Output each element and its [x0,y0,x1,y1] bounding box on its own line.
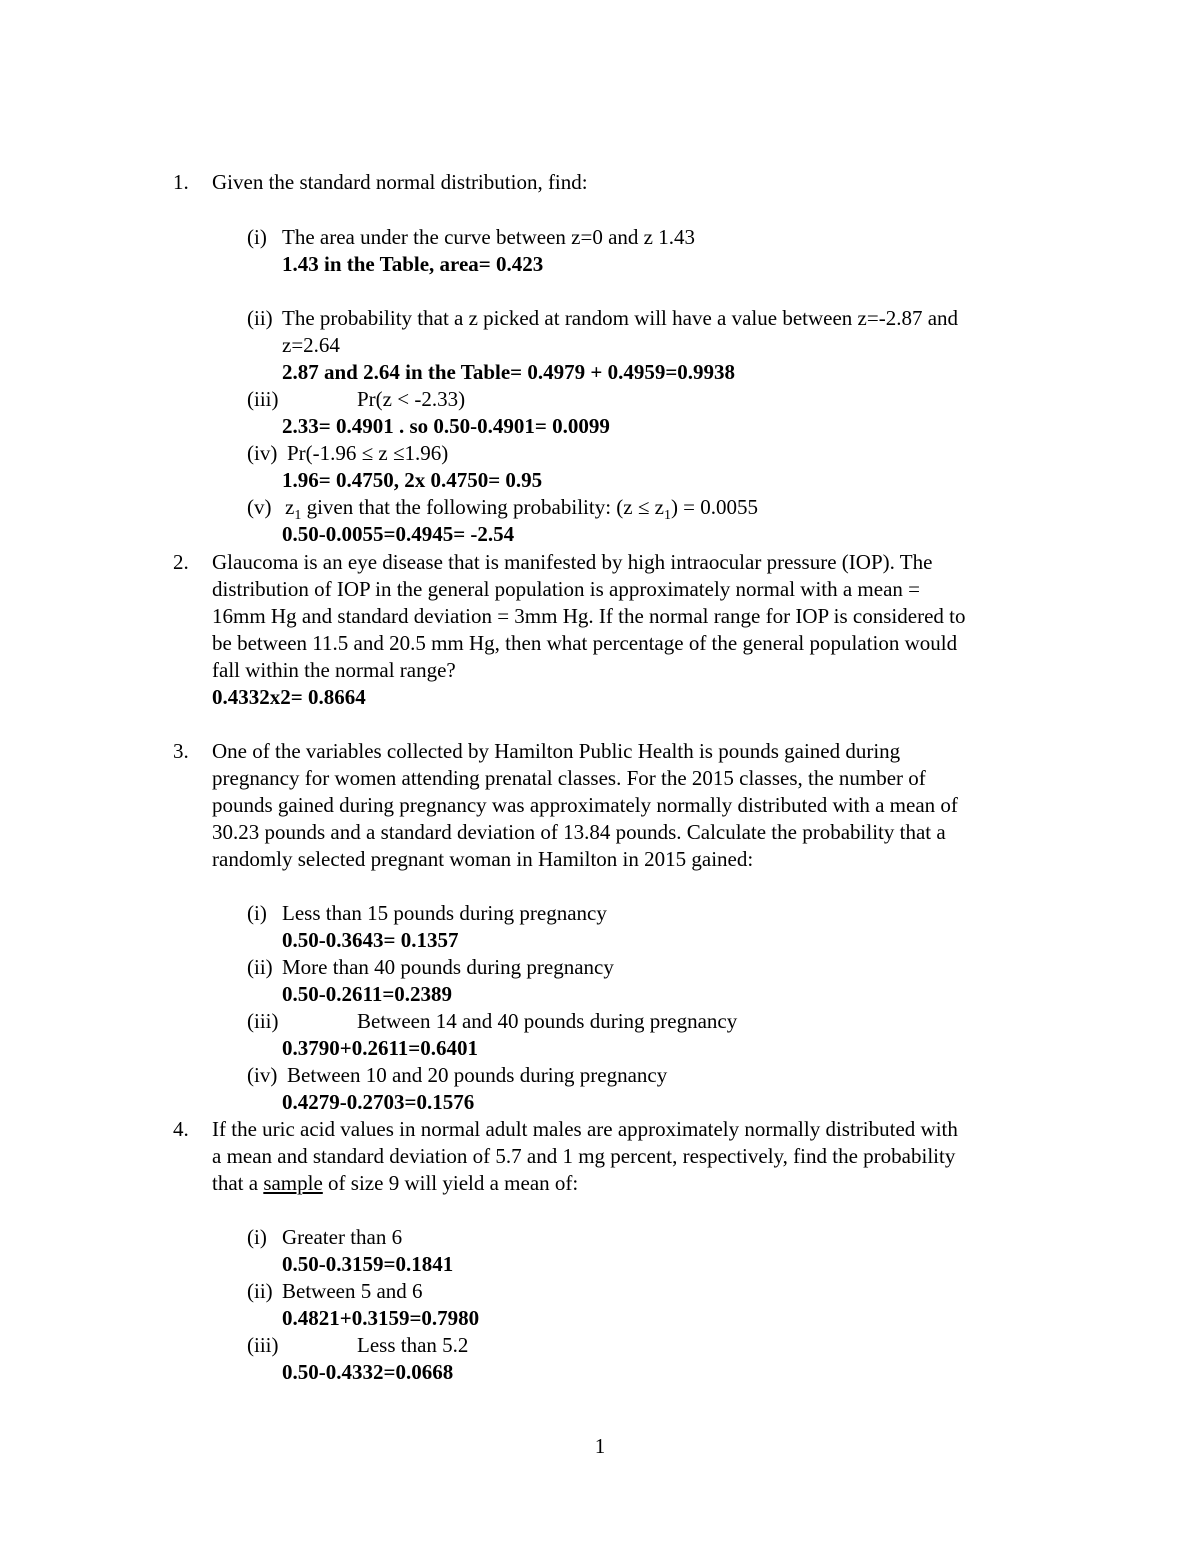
q4-part-i-text: Greater than 6 [282,1225,403,1249]
question-4-line: that a sample of size 9 will yield a mean of: [212,1171,579,1195]
underlined-word: sample [263,1171,323,1195]
q4-part-ii-answer: 0.4821+0.3159=0.7980 [282,1306,480,1330]
q1-part-iv-label: (iv) [247,441,278,465]
question-3-line: pregnancy for women attending prenatal classes. For the 2015 classes, the number of [212,766,926,790]
q1-part-iii-label: (iii) [247,387,279,411]
q4-part-i-label: (i) [247,1225,267,1249]
question-1-number: 1. [173,170,189,194]
q1-part-v-text: $z_1$ given that the following probability: $(z \le z_1) = 0.0055$ [285,495,759,524]
q1-part-i-label: (i) [247,225,267,249]
q1-part-v-label: (v) [247,495,272,519]
q3-part-iii-answer: 0.3790+0.2611=0.6401 [282,1036,479,1060]
q3-part-i-label: (i) [247,901,267,925]
q4-part-i-answer: 0.50-0.3159=0.1841 [282,1252,454,1276]
page-number: 1 [594,1434,606,1458]
q3-part-i-text: Less than 15 pounds during pregnancy [282,901,607,925]
question-3-line: 30.23 pounds and a standard deviation of 13.84 pounds. Calculate the probability that a [212,820,946,844]
q4-part-iii-answer: 0.50-0.4332=0.0668 [282,1360,454,1384]
q4-part-ii-text: Between 5 and 6 [282,1279,423,1303]
question-2-line: be between 11.5 and 20.5 mm Hg, then what percentage of the general population would [212,631,958,655]
q1-part-ii-label: (ii) [247,306,273,330]
question-1-text: Given the standard normal distribution, find: [212,170,588,194]
question-2-line: Glaucoma is an eye disease that is manifested by high intraocular pressure (IOP). The [212,550,933,574]
q1-part-ii-text: The probability that a z picked at random will have a value between z=-2.87 and [282,306,959,330]
question-2-answer: 0.4332x2= 0.8664 [212,685,366,709]
q3-part-iii-label: (iii) [247,1009,279,1033]
q1-part-iv-text: Pr(-1.96 ≤ z ≤1.96) [287,441,449,465]
q1-part-i-text: The area under the curve between z=0 and z 1.43 [282,225,695,249]
q3-part-ii-text: More than 40 pounds during pregnancy [282,955,614,979]
q3-part-iii-text: Between 14 and 40 pounds during pregnancy [357,1009,738,1033]
question-4-line: a mean and standard deviation of 5.7 and 1 mg percent, respectively, find the probability [212,1144,956,1168]
question-2-line: 16mm Hg and standard deviation = 3mm Hg. If the normal range for IOP is considered to [212,604,966,628]
q1-part-iv-answer: 1.96= 0.4750, 2x 0.4750= 0.95 [282,468,543,492]
q1-part-v-answer: 0.50-0.0055=0.4945= -2.54 [282,522,515,546]
question-3-line: randomly selected pregnant woman in Hamilton in 2015 gained: [212,847,754,871]
question-3-line: One of the variables collected by Hamilton Public Health is pounds gained during [212,739,901,763]
q1-part-iii-text: Pr(z < -2.33) [357,387,466,411]
q1-part-iii-answer: 2.33= 0.4901 . so 0.50-0.4901= 0.0099 [282,414,610,438]
q3-part-ii-answer: 0.50-0.2611=0.2389 [282,982,453,1006]
question-4-number: 4. [173,1117,189,1141]
q3-part-ii-label: (ii) [247,955,273,979]
question-3-line: pounds gained during pregnancy was approximately normally distributed with a mean of [212,793,958,817]
q4-part-iii-label: (iii) [247,1333,279,1357]
q3-part-iv-label: (iv) [247,1063,278,1087]
q4-part-ii-label: (ii) [247,1279,273,1303]
question-2-number: 2. [173,550,189,574]
q4-part-iii-text: Less than 5.2 [357,1333,469,1357]
question-2-line: fall within the normal range? [212,658,456,682]
q3-part-i-answer: 0.50-0.3643= 0.1357 [282,928,459,952]
question-2-line: distribution of IOP in the general population is approximately normal with a mean = [212,577,921,601]
q1-part-ii-answer: 2.87 and 2.64 in the Table= 0.4979 + 0.4959=0.9938 [282,360,736,384]
question-4-line: If the uric acid values in normal adult males are approximately normally distributed with [212,1117,958,1141]
q3-part-iv-answer: 0.4279-0.2703=0.1576 [282,1090,475,1114]
question-3-number: 3. [173,739,189,763]
q1-part-i-answer: 1.43 in the Table, area= 0.423 [282,252,544,276]
q3-part-iv-text: Between 10 and 20 pounds during pregnancy [287,1063,668,1087]
q1-part-ii-text-cont: z=2.64 [282,333,340,357]
